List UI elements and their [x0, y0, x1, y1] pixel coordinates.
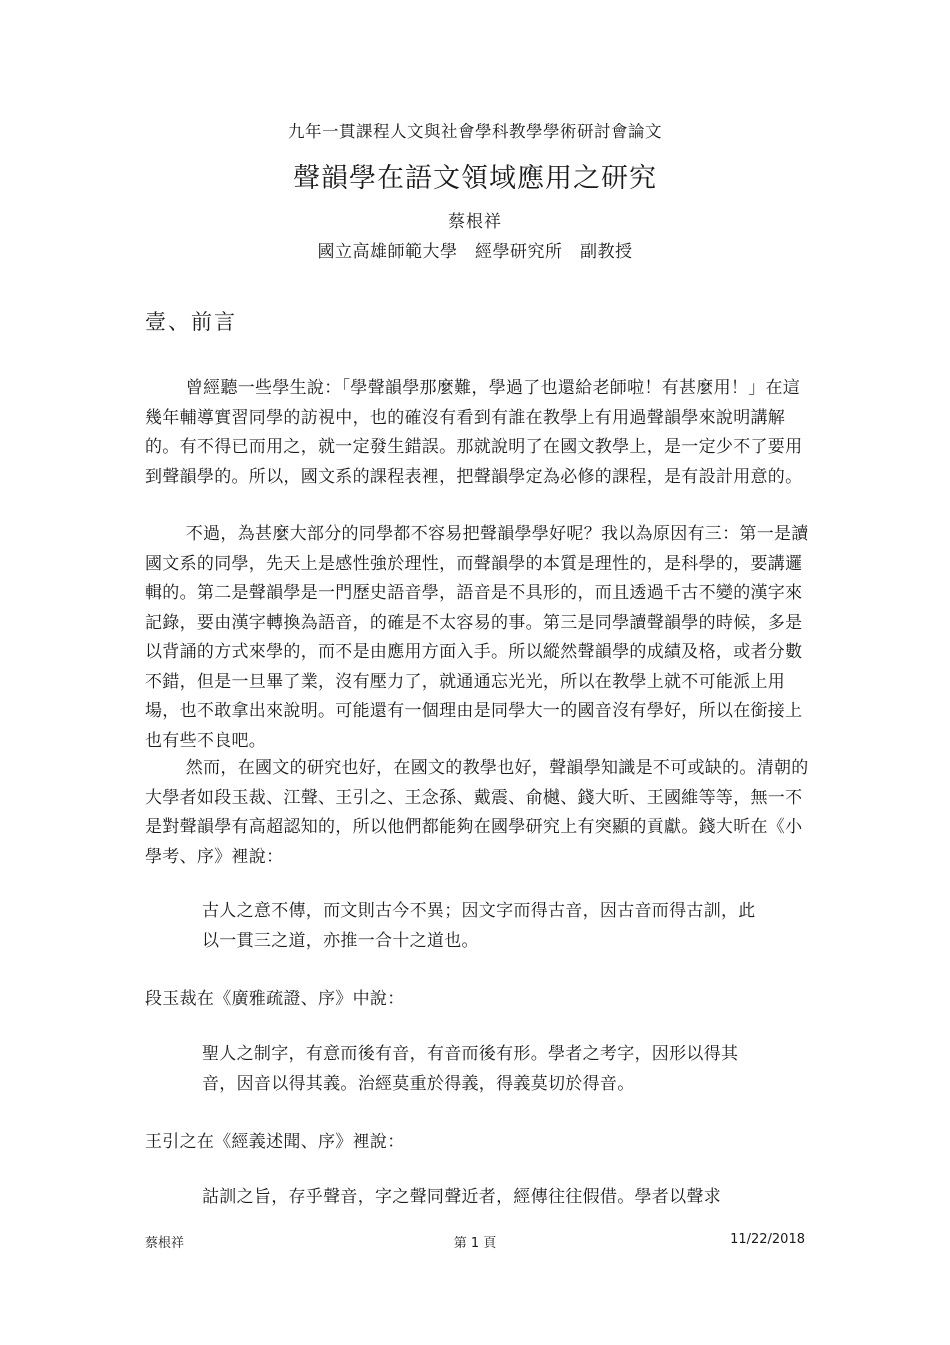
paper-title: 聲韻學在語文領域應用之研究: [293, 163, 657, 194]
block-quote-1: 古人之意不傳，而文則古今不異；因文字而得古音，因古音而得古訓，此以一貫三之道，亦推一合十之道也。: [202, 901, 756, 951]
paragraph-2: [145, 520, 810, 756]
quote-lead-2: 王引之在《經義述聞、序》裡說：: [145, 1132, 405, 1152]
paragraph-text: 然而，在國文的研究也好，在國文的教學也好，聲韻學知識是不可或缺的。清朝的大學者如段玉裁、江聲、王引之、王念孫、戴震、俞樾、錢大昕、王國維等等，無一不是對聲韻學有高超認知的，所以他們都能夠在國學研究上有突顯的貢獻。錢大昕在《小學考、序》裡說：: [145, 758, 809, 867]
section-heading: 壹、前言: [145, 310, 237, 334]
author-name: 蔡根祥: [448, 212, 502, 232]
conference-header: 九年一貫課程人文與社會學科教學學術研討會論文: [288, 122, 662, 141]
paragraph-text: 不過，為甚麼大部分的同學都不容易把聲韻學學好呢？我以為原因有三：第一是讀國文系的同學，先天上是感性強於理性，而聲韻學的本質是理性的，是科學的，要講邏輯的。第二是聲韻學是一門歷史語音學，語音是不具形的，而且透過千古不變的漢字來記錄，要由漢字轉換為語音，的確是不太容易的事。第三是同學讀聲韻學的時候，多是以背誦的方式來學的，而不是由應用方面入手。所以縱然聲韻學的成績及格，或者分數不錯，但是一旦畢了業，沒有壓力了，就通通忘光光，所以在教學上就不可能派上用場，也不敢拿出來說明。可能還有一個理由是同學大一的國音沒有學好，所以在銜接上也有些不良吧。: [145, 524, 809, 751]
paragraph-text: 曾經聽一些學生說：「學聲韻學那麼難，學過了也還給老師啦！有甚麼用！」在這幾年輔導實習同學的訪視中，也的確沒有看到有誰在教學上有用過聲韻學來說明講解的。有不得已而用之，就一定發生錯誤。那就說明了在國文教學上，是一定少不了要用到聲韻學的。所以，國文系的課程表裡，把聲韻學定為必修的課程，是有設計用意的。: [145, 378, 803, 487]
paragraph-1: [145, 374, 810, 492]
footer-author: 蔡根祥: [145, 1236, 185, 1251]
quote-lead-1: 段玉裁在《廣雅疏證、序》中說：: [145, 989, 405, 1009]
paragraph-3: [145, 754, 810, 872]
block-quote-3: 詁訓之旨，存乎聲音，字之聲同聲近者，經傳往往假借。學者以聲求: [202, 1187, 721, 1207]
footer-date: 11/22/2018: [730, 1232, 805, 1247]
author-affiliation: 國立高雄師範大學 經學研究所 副教授: [317, 242, 633, 262]
footer-page-number: 第 1 頁: [453, 1236, 497, 1251]
block-quote-2: 聖人之制字，有意而後有音，有音而後有形。學者之考字，因形以得其音，因音以得其義。治經莫重於得義，得義莫切於得音。: [202, 1044, 739, 1094]
